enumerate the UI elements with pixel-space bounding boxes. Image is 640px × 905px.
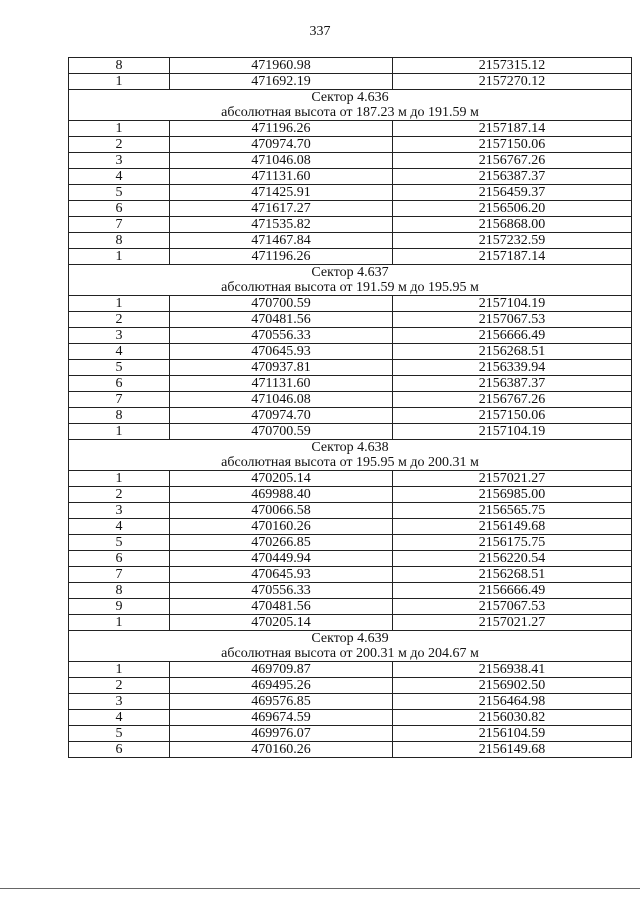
coordinate-y: 2156902.50 [393,678,632,694]
point-number: 6 [69,376,170,392]
point-number: 4 [69,519,170,535]
sector-title: Сектор 4.638 [69,440,632,456]
coordinate-x: 470066.58 [170,503,393,519]
coordinate-y: 2156387.37 [393,169,632,185]
coordinate-x: 471692.19 [170,74,393,90]
sector-altitude-row [69,280,632,296]
point-number: 2 [69,678,170,694]
point-number: 4 [69,344,170,360]
coordinate-y: 2156220.54 [393,551,632,567]
point-number: 1 [69,74,170,90]
sector-altitude-row [69,646,632,662]
coordinate-x: 471046.08 [170,392,393,408]
coordinate-x: 471467.84 [170,233,393,249]
table-row [69,153,632,169]
table-row [69,567,632,583]
table-row [69,599,632,615]
table-row [69,360,632,376]
coordinate-y: 2156666.49 [393,583,632,599]
coordinate-x: 470160.26 [170,519,393,535]
coordinate-y: 2157232.59 [393,233,632,249]
point-number: 1 [69,424,170,440]
coordinate-x: 469674.59 [170,710,393,726]
coordinate-y: 2156464.98 [393,694,632,710]
coordinate-x: 470556.33 [170,328,393,344]
coordinate-x: 470645.93 [170,567,393,583]
coordinate-y: 2157187.14 [393,121,632,137]
table-row [69,535,632,551]
coordinate-y: 2156565.75 [393,503,632,519]
point-number: 3 [69,694,170,710]
sector-altitude-row [69,105,632,121]
table-row [69,551,632,567]
coordinate-y: 2156339.94 [393,360,632,376]
sector-title-row [69,90,632,106]
point-number: 2 [69,487,170,503]
sector-altitude: абсолютная высота от 187.23 м до 191.59 м [69,105,632,121]
point-number: 8 [69,408,170,424]
table-row [69,742,632,758]
table-row [69,519,632,535]
table-row [69,233,632,249]
table-row [69,424,632,440]
table-row [69,583,632,599]
coordinate-x: 470974.70 [170,408,393,424]
coordinate-x: 471196.26 [170,249,393,265]
point-number: 8 [69,58,170,74]
table-row [69,312,632,328]
point-number: 1 [69,471,170,487]
coordinate-x: 469576.85 [170,694,393,710]
point-number: 1 [69,615,170,631]
sector-title-row [69,265,632,281]
coordinate-y: 2156938.41 [393,662,632,678]
sector-title-row [69,440,632,456]
coordinate-y: 2156268.51 [393,567,632,583]
table-row [69,169,632,185]
point-number: 3 [69,153,170,169]
point-number: 5 [69,360,170,376]
coordinate-x: 469495.26 [170,678,393,694]
coordinate-y: 2157067.53 [393,599,632,615]
coordinate-y: 2156149.68 [393,742,632,758]
coordinate-y: 2157104.19 [393,296,632,312]
coordinate-x: 471196.26 [170,121,393,137]
coordinate-y: 2157187.14 [393,249,632,265]
coordinate-x: 469709.87 [170,662,393,678]
coordinate-y: 2156985.00 [393,487,632,503]
coordinate-y: 2156387.37 [393,376,632,392]
table-row [69,249,632,265]
point-number: 6 [69,551,170,567]
coordinate-y: 2156149.68 [393,519,632,535]
coordinate-y: 2157021.27 [393,471,632,487]
table-row [69,615,632,631]
point-number: 2 [69,312,170,328]
coordinates-table [68,57,632,758]
sector-title: Сектор 4.639 [69,631,632,647]
table-row [69,408,632,424]
table-row [69,487,632,503]
point-number: 8 [69,233,170,249]
sector-altitude: абсолютная высота от 191.59 м до 195.95 м [69,280,632,296]
coordinate-x: 470937.81 [170,360,393,376]
coordinate-y: 2156868.00 [393,217,632,233]
coordinate-y: 2156506.20 [393,201,632,217]
coordinate-x: 470481.56 [170,312,393,328]
sector-altitude: абсолютная высота от 195.95 м до 200.31 м [69,455,632,471]
coordinate-x: 470205.14 [170,615,393,631]
coordinate-x: 470160.26 [170,742,393,758]
point-number: 2 [69,137,170,153]
table-row [69,296,632,312]
table-row [69,392,632,408]
point-number: 7 [69,217,170,233]
coordinate-x: 470266.85 [170,535,393,551]
table-row [69,344,632,360]
coordinate-x: 471617.27 [170,201,393,217]
point-number: 7 [69,392,170,408]
coordinate-x: 470700.59 [170,296,393,312]
sector-altitude-row [69,455,632,471]
table-row [69,694,632,710]
point-number: 4 [69,169,170,185]
table-row [69,121,632,137]
coordinate-x: 469988.40 [170,487,393,503]
table-row [69,662,632,678]
point-number: 6 [69,201,170,217]
coordinate-x: 471425.91 [170,185,393,201]
coordinate-y: 2156459.37 [393,185,632,201]
coordinate-x: 470449.94 [170,551,393,567]
coordinate-x: 470481.56 [170,599,393,615]
point-number: 3 [69,328,170,344]
table-row [69,137,632,153]
table-row [69,201,632,217]
point-number: 9 [69,599,170,615]
coordinate-y: 2156268.51 [393,344,632,360]
sector-altitude: абсолютная высота от 200.31 м до 204.67 м [69,646,632,662]
sector-title: Сектор 4.637 [69,265,632,281]
coordinate-y: 2156104.59 [393,726,632,742]
coordinate-x: 471046.08 [170,153,393,169]
scan-edge-line [0,888,640,889]
page-number: 337 [309,24,331,39]
coordinate-x: 471131.60 [170,169,393,185]
table-row [69,328,632,344]
point-number: 7 [69,567,170,583]
point-number: 8 [69,583,170,599]
point-number: 1 [69,249,170,265]
table-row [69,58,632,74]
point-number: 1 [69,296,170,312]
coordinate-y: 2157021.27 [393,615,632,631]
point-number: 1 [69,662,170,678]
coordinate-y: 2157104.19 [393,424,632,440]
coordinate-x: 471960.98 [170,58,393,74]
point-number: 3 [69,503,170,519]
sector-title: Сектор 4.636 [69,90,632,106]
table-row [69,217,632,233]
point-number: 5 [69,726,170,742]
coordinate-x: 471535.82 [170,217,393,233]
table-row [69,726,632,742]
table-row [69,185,632,201]
coordinate-y: 2156666.49 [393,328,632,344]
table-row [69,710,632,726]
table-row [69,471,632,487]
coordinate-x: 470556.33 [170,583,393,599]
coordinate-y: 2157067.53 [393,312,632,328]
coordinate-y: 2157270.12 [393,74,632,90]
coordinate-y: 2156767.26 [393,153,632,169]
coordinate-y: 2156175.75 [393,535,632,551]
coordinate-y: 2157315.12 [393,58,632,74]
point-number: 1 [69,121,170,137]
point-number: 4 [69,710,170,726]
coordinate-y: 2156767.26 [393,392,632,408]
coordinate-y: 2156030.82 [393,710,632,726]
coordinate-y: 2157150.06 [393,408,632,424]
coordinate-x: 470205.14 [170,471,393,487]
coordinate-x: 471131.60 [170,376,393,392]
table-row [69,678,632,694]
table-row [69,74,632,90]
point-number: 5 [69,535,170,551]
table-row [69,503,632,519]
coordinate-x: 470974.70 [170,137,393,153]
coordinate-x: 470645.93 [170,344,393,360]
table-row [69,376,632,392]
point-number: 5 [69,185,170,201]
point-number: 6 [69,742,170,758]
sector-title-row [69,631,632,647]
coordinate-x: 469976.07 [170,726,393,742]
coordinate-y: 2157150.06 [393,137,632,153]
coordinate-x: 470700.59 [170,424,393,440]
